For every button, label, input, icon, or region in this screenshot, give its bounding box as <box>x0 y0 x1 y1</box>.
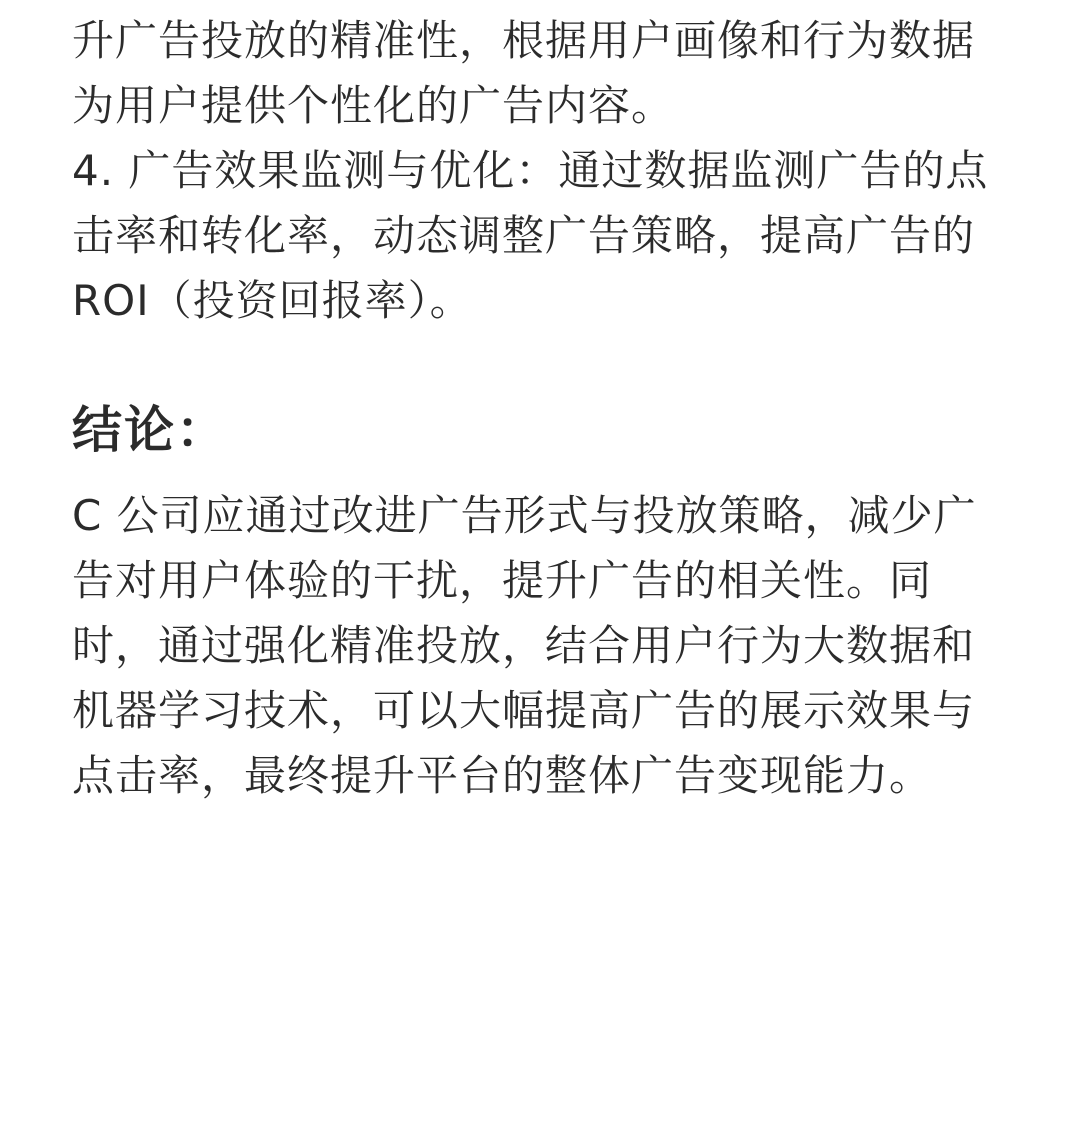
text-line: C 公司应通过改进广告形式与投放策略，减少广 <box>72 491 977 540</box>
text-line: 4. 广告效果监测与优化：通过数据监测广告的点 <box>72 146 989 195</box>
text-line: 击率和转化率，动态调整广告策略，提高广告的 <box>72 211 976 260</box>
conclusion-heading: 结论： <box>72 401 228 459</box>
text-line: 时，通过强化精准投放，结合用户行为大数据和 <box>72 621 976 670</box>
text-line: 告对用户体验的干扰，提升广告的相关性。同 <box>72 556 933 605</box>
text-line: 为用户提供个性化的广告内容。 <box>72 81 675 130</box>
text-line: 机器学习技术，可以大幅提高广告的展示效果与 <box>72 686 976 735</box>
text-line: 点击率，最终提升平台的整体广告变现能力。 <box>72 751 933 800</box>
intro-paragraph <box>72 8 1002 138</box>
text-line: 升广告投放的精准性，根据用户画像和行为数据 <box>72 16 976 65</box>
conclusion-paragraph <box>72 483 1002 808</box>
text-line: ROI（投资回报率）。 <box>72 276 473 325</box>
list-item-4 <box>72 138 1002 333</box>
document-body <box>72 8 1002 808</box>
